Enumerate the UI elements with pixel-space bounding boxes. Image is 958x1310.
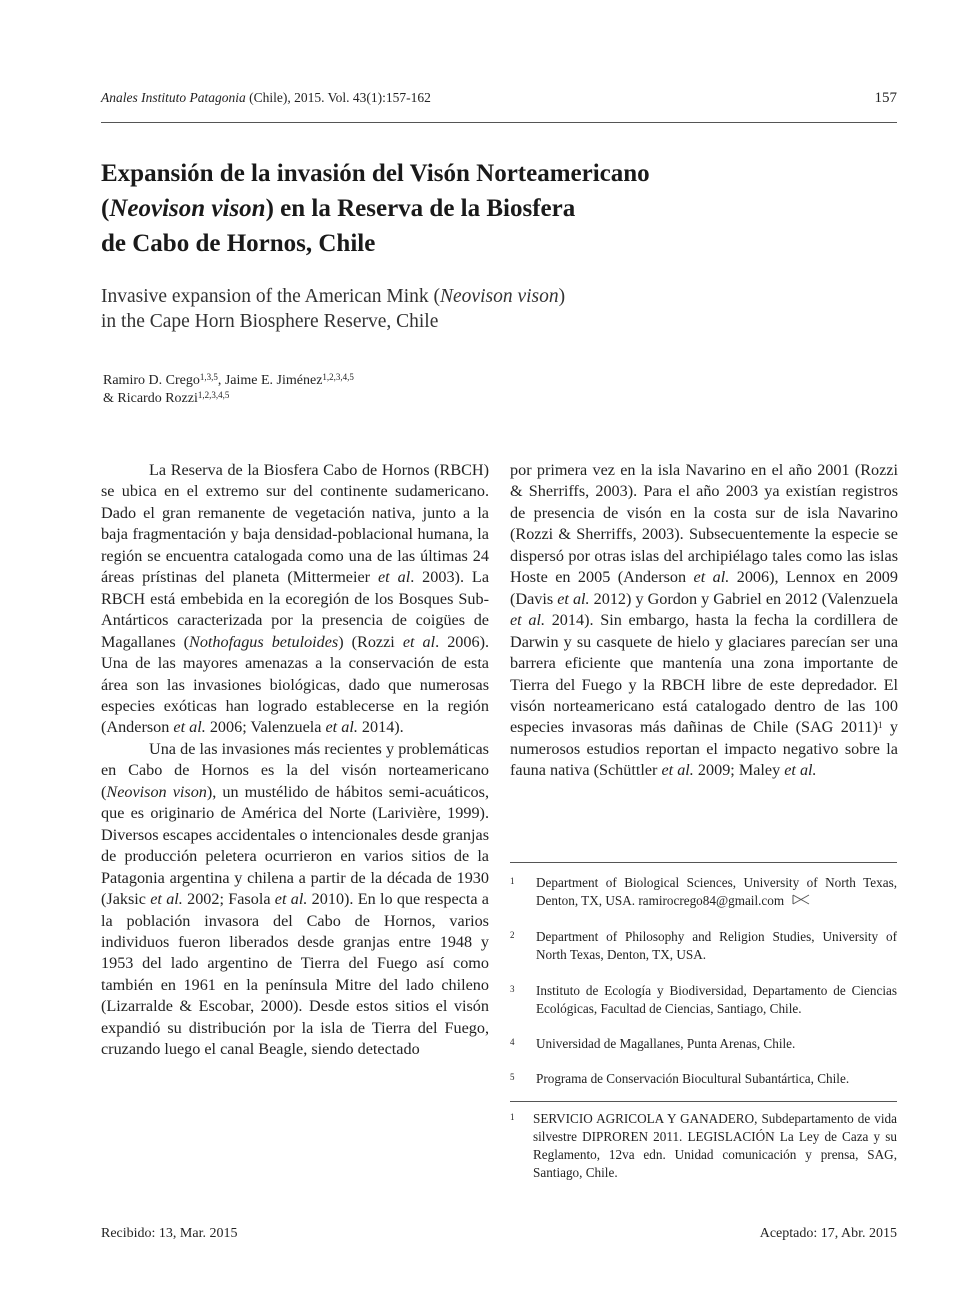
superscript: 1,3,5 xyxy=(199,372,218,382)
paragraph xyxy=(101,460,489,739)
paragraph xyxy=(101,739,489,1061)
body-column-right xyxy=(510,460,898,782)
running-head xyxy=(101,90,897,106)
footnote-number: 1 xyxy=(510,1112,515,1122)
italic-text: Neovison vison xyxy=(440,286,559,307)
italic-text: et al. xyxy=(150,890,183,909)
affiliation-text xyxy=(536,1070,897,1088)
text: por primera vez en la isla Navarino en el año 2001 (Rozzi & Sherriffs, 2003). Para el año 2003 ya existían registros de presencia de visón en la costa sur de isla Navarino (Rozzi & Sherriffs, 2003). Subsecuentemente la especie se dispersó por otras islas del archipiélago tales como las islas Hoste en 2005 (Anderson xyxy=(510,461,898,587)
text: 2010). En lo que respecta a la población invasora del Cabo de Hornos, varios individuos fueron liberados desde granjas entre 1948 y 1953 del lado argentino de Tierra del Fuego así como también en 1961 en la península Mitre del lado chileno (Lizarralde & Escobar, 2000). Desde estos sitios el visón expandió su distribución por la isla de Tierra del Fuego, cruzando luego el canal Beagle, siendo detectado xyxy=(101,890,489,1059)
affiliation-text xyxy=(536,1035,897,1053)
article-title xyxy=(101,156,897,261)
italic-text: Neovison vison xyxy=(106,782,207,801)
affiliation-number: 4 xyxy=(510,1037,515,1047)
italic-text: et al. xyxy=(784,761,817,780)
text: . 2003). La RBCH está embebida en la ecoregión de los Bosques Sub-Antárticos caracterizada por la presencia de coigües de Magallanes ( xyxy=(101,568,490,651)
affiliation-label: Instituto de Ecología y Biodiversidad, Departamento de Ciencias Ecológicas, Facultad de Ciencias, Santiago, Chile. xyxy=(536,983,897,1016)
footnote-rule xyxy=(510,1101,897,1102)
text: & Ricardo Rozzi xyxy=(103,391,198,406)
affiliation xyxy=(510,982,897,1018)
footnote-text: SERVICIO AGRICOLA Y GANADERO, Subdepartamento de vida silvestre DIPROREN 2011. LEGISLACIÓN La Ley de Caza y su Reglamento, 12va edn. Unidad comunicación y prensa, SAG, Santiago, Chile. xyxy=(533,1111,897,1180)
affiliation-text xyxy=(536,874,897,910)
text: 2006), Lennox en 2009 (Davis xyxy=(510,568,898,608)
affiliation xyxy=(510,1035,897,1053)
text: 2014). xyxy=(357,718,404,737)
italic-text: et al. xyxy=(173,718,206,737)
affiliation-number: 5 xyxy=(510,1072,515,1082)
italic-text: Nothofagus betuloides xyxy=(189,632,339,651)
affiliation-text xyxy=(536,928,897,964)
text: 2009; Maley xyxy=(693,761,785,780)
text: Invasive expansion of the American Mink ( xyxy=(101,286,440,307)
footnote xyxy=(510,1110,897,1182)
text: ) en la Reserva de la Biosfera xyxy=(265,195,576,222)
accepted-date: Aceptado: 17, Abr. 2015 xyxy=(759,1226,897,1241)
superscript: 1,2,3,4,5 xyxy=(197,390,230,400)
text: La Reserva de la Biosfera Cabo de Hornos (RBCH) se ubica en el extremo sur del continente sudamericano. Dado el gran remanente de vegetación nativa, junto a la baja fragmentación y baja densidad-poblacional humana, la región se encuentra catalogada como una de las últimas 24 áreas prístinas del planeta (Mittermeier xyxy=(101,461,489,587)
text: Una de las invasiones más recientes y problemáticas en Cabo de Hornos es la del visón norteamericano ( xyxy=(101,739,489,801)
authors xyxy=(103,372,354,408)
journal-name: Anales Instituto Patagonia xyxy=(101,90,246,105)
article-subtitle-english xyxy=(101,284,897,334)
affiliation-label: Department of Philosophy and Religion Studies, University of North Texas, Denton, TX, USA. xyxy=(536,929,897,962)
italic-text: et al xyxy=(402,632,436,651)
italic-text: et al. xyxy=(325,718,358,737)
text: y numerosos estudios reportan el impacto negativo sobre la fauna nativa (Schüttler xyxy=(510,718,899,780)
text: Expansión de la invasión del Visón Norteamericano xyxy=(101,160,650,187)
text: 2002; Fasola xyxy=(182,890,275,909)
affiliation-label: Universidad de Magallanes, Punta Arenas, Chile. xyxy=(536,1036,796,1051)
envelope-icon xyxy=(792,893,810,908)
text: 2012) y Gordon y Gabriel en 2012 (Valenzuela xyxy=(589,589,898,608)
text: ) (Rozzi xyxy=(338,632,403,651)
text: Ramiro D. Crego xyxy=(103,373,200,388)
received-date: Recibido: 13, Mar. 2015 xyxy=(101,1226,238,1241)
italic-text: et al. xyxy=(274,890,308,909)
affiliation-label: Programa de Conservación Biocultural Subantártica, Chile. xyxy=(536,1071,850,1086)
text: in the Cape Horn Biosphere Reserve, Chile xyxy=(101,311,439,332)
italic-text: et al xyxy=(377,568,411,587)
italic-text: et al. xyxy=(557,589,590,608)
affiliation xyxy=(510,874,897,910)
affiliation xyxy=(510,928,897,964)
superscript: 1,2,3,4,5 xyxy=(322,372,354,382)
affiliation-number: 1 xyxy=(510,876,515,886)
text: 2014). Sin embargo, hasta la fecha la cordillera de Darwin y su casquete de hielo y glaciares parecían ser una barrera eficiente que mantenía una zona importante de Tierra del Fuego y la RBCH libre de este depredador. El visón norteamericano está catalogado dentro de las 100 especies invasoras más dañinas de Chile (SAG 2011) xyxy=(510,611,898,737)
header-rule xyxy=(101,122,897,123)
italic-text: et al. xyxy=(661,761,694,780)
page-number: 157 xyxy=(874,90,897,106)
affiliation-number: 3 xyxy=(510,984,515,994)
italic-text: et al. xyxy=(693,568,730,587)
text: . 2006). Una de las mayores amenazas a la conservación de esta área son las invasiones biológicas, dado que numerosas especies exóticas han logrado establecerse en la región (Anderson xyxy=(101,632,489,737)
affiliation-text xyxy=(536,982,897,1018)
text: 2006; Valenzuela xyxy=(205,718,326,737)
affiliation-label: Department of Biological Sciences, University of North Texas, Denton, TX, USA. ramirocrego84@gmail.com xyxy=(536,875,897,908)
text: ), un mustélido de hábitos semi-acuáticos, que es originario de América del Norte (Larivière, 1999). Diversos escapes accidentales o intencionales desde granjas de producción peletera ocurrieron en varios sitios de la Patagonia argentina y chilena a partir de la década de 1930 (Jaksic xyxy=(101,782,489,909)
italic-text: Neovison vison xyxy=(109,195,266,222)
body-column-left xyxy=(101,460,489,1061)
affiliation-number: 2 xyxy=(510,930,515,940)
affiliation xyxy=(510,1070,897,1088)
affiliations-rule xyxy=(510,862,897,863)
journal-citation: (Chile), 2015. Vol. 43(1):157-162 xyxy=(245,90,431,105)
text: ( xyxy=(101,195,110,222)
text: ) xyxy=(558,286,566,307)
text: , Jaime E. Jiménez xyxy=(217,373,323,388)
italic-text: et al. xyxy=(510,611,546,630)
text: de Cabo de Hornos, Chile xyxy=(101,230,376,257)
paragraph xyxy=(510,460,898,782)
superscript: 1 xyxy=(877,720,883,731)
